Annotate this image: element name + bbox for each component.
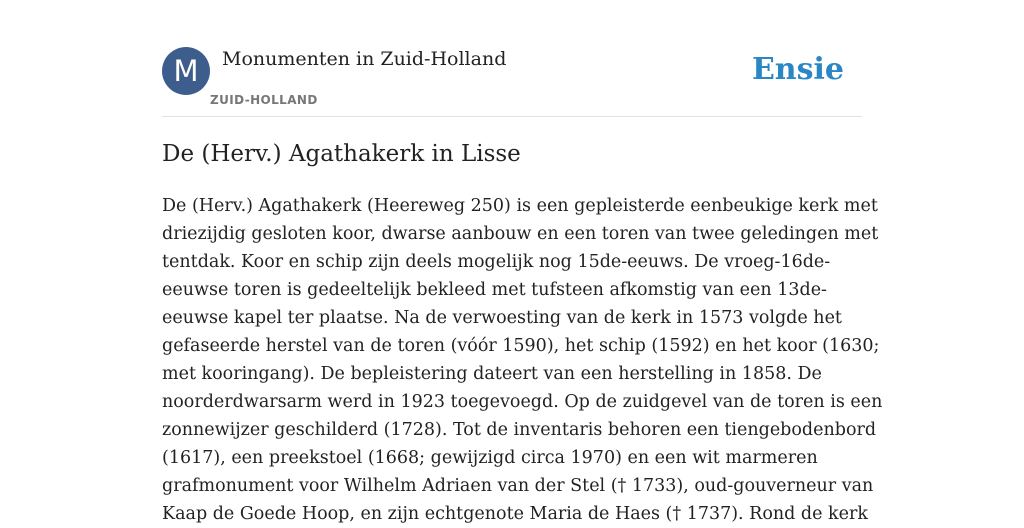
article-body-line: driezijdig gesloten koor, dwarse aanbouw en een toren van twee geledingen met [162,224,879,244]
article-body-line: (1617), een preekstoel (1668; gewijzigd circa 1970) en een wit marmeren [162,448,818,468]
article-body-line: eeuwse kapel ter plaatse. Na de verwoesting van de kerk in 1573 volgde het [162,308,842,328]
article-body-line: zonnewijzer geschilderd (1728). Tot de inventaris behoren een tiengebodenbord [162,420,877,440]
article-body-line: eeuwse toren is gedeeltelijk bekleed met tufsteen afkomstig van een 13de- [162,280,827,300]
category-link[interactable]: ZUID-HOLLAND [210,93,318,107]
article-body-line: met kooringang). De bepleistering dateert van een herstelling in 1858. De [162,364,822,384]
article-body [162,192,882,528]
site-header [162,46,862,117]
site-title-link[interactable]: Monumenten in Zuid-Holland [222,48,507,70]
brand-logo[interactable]: Ensie [751,52,844,87]
article-body-line: grafmonument voor Wilhelm Adriaen van der Stel († 1733), oud-gouverneur van [162,476,874,496]
article-body-line: De (Herv.) Agathakerk (Heereweg 250) is een gepleisterde eenbeukige kerk met [162,196,878,216]
avatar[interactable]: M [162,47,210,95]
article-body-line: noorderdwarsarm werd in 1923 toegevoegd. Op de zuidgevel van de toren is een [162,392,883,412]
article-title: De (Herv.) Agathakerk in Lisse [162,141,521,167]
article-body-line: Kaap de Goede Hoop, en zijn echtgenote Maria de Haes († 1737). Rond de kerk [162,504,868,524]
article-body-line: tentdak. Koor en schip zijn deels mogelijk nog 15de-eeuws. De vroeg-16de- [162,252,831,272]
article-body-line: gefaseerde herstel van de toren (vóór 1590), het schip (1592) en het koor (1630; [162,336,880,356]
